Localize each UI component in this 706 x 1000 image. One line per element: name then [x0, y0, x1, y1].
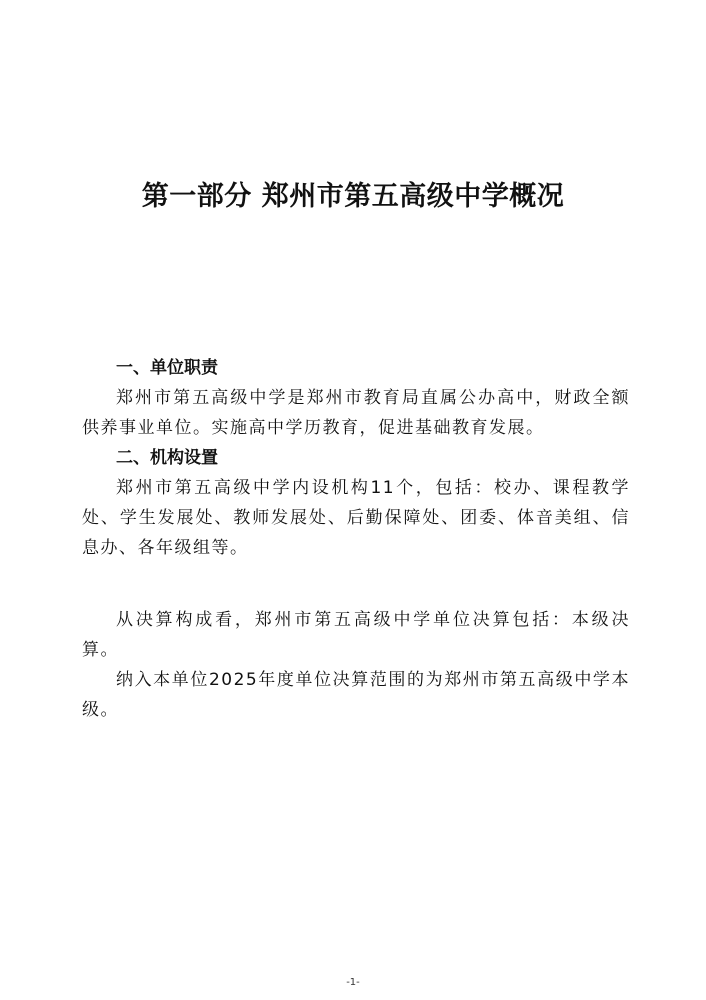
- paragraph-budget-scope: 纳入本单位2025年度单位决算范围的为郑州市第五高级中学本级。: [82, 670, 630, 720]
- page-number: -1-: [346, 977, 360, 988]
- document-body: [82, 353, 630, 725]
- section-paragraph-organization: 郑州市第五高级中学内设机构11个，包括：校办、课程教学处、学生发展处、教师发展处、后勤保障处、团委、体音美组、信息办、各年级组等。: [82, 478, 630, 558]
- section-heading-organization: 二、机构设置: [116, 448, 218, 468]
- paragraph-spacer: [82, 563, 630, 605]
- section-paragraph-duties: 郑州市第五高级中学是郑州市教育局直属公办高中，财政全额供养事业单位。实施高中学历教育，促进基础教育发展。: [82, 388, 630, 438]
- document-title: 第一部分 郑州市第五高级中学概况: [141, 181, 565, 212]
- section-heading-duties: 一、单位职责: [116, 358, 218, 378]
- paragraph-budget-composition: 从决算构成看，郑州市第五高级中学单位决算包括：本级决算。: [82, 610, 630, 660]
